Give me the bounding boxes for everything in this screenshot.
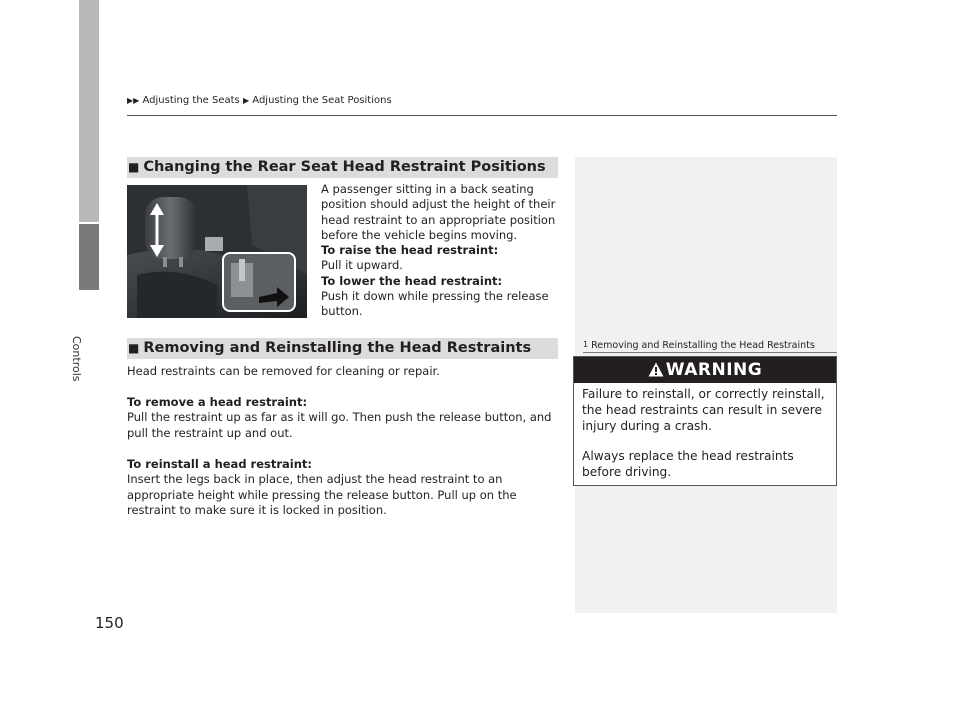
breadcrumb-level2[interactable]: Adjusting the Seat Positions bbox=[252, 95, 392, 106]
section1-intro: A passenger sitting in a back seating position should adjust the height of their head restraint to an appropriate position before the vehicle begins moving. bbox=[321, 182, 556, 242]
breadcrumb-arrow-icon: ▶▶ bbox=[127, 96, 140, 105]
raise-heading: To raise the head restraint: bbox=[321, 243, 499, 258]
note-title bbox=[583, 340, 815, 351]
section-marker-icon: ■ bbox=[128, 160, 140, 174]
warning-paragraph-1: Failure to reinstall, or correctly reinstall, the head restraints can result in severe injury during a crash. bbox=[582, 387, 825, 433]
breadcrumb-separator-icon: ▶ bbox=[242, 96, 250, 105]
warning-header bbox=[574, 357, 836, 383]
sidebar-label: Controls bbox=[70, 336, 83, 382]
reinstall-heading: To reinstall a head restraint: bbox=[127, 457, 313, 471]
section2-intro: Head restraints can be removed for cleaning or repair. bbox=[127, 364, 440, 378]
reinstall-block bbox=[127, 457, 557, 518]
raise-text: Pull it upward. bbox=[321, 258, 403, 273]
section-heading-rear-head-restraint bbox=[127, 157, 558, 178]
sidebar-tab-top bbox=[79, 0, 99, 222]
header-divider bbox=[127, 115, 837, 116]
page-number: 150 bbox=[95, 614, 124, 632]
lower-heading: To lower the head restraint: bbox=[321, 273, 503, 288]
lower-text: Push it down while pressing the release button. bbox=[321, 289, 549, 319]
section-marker-icon: ■ bbox=[128, 341, 140, 355]
section1-text bbox=[321, 182, 556, 320]
section-heading-remove-reinstall bbox=[127, 338, 558, 359]
breadcrumb-level1[interactable]: Adjusting the Seats bbox=[142, 95, 240, 106]
warning-box bbox=[573, 356, 837, 486]
sidebar-tab-controls bbox=[79, 224, 99, 290]
breadcrumb bbox=[127, 95, 392, 106]
section-title: Changing the Rear Seat Head Restraint Positions bbox=[143, 159, 546, 175]
note-marker-icon: 1 bbox=[583, 340, 589, 349]
warning-paragraph-2: Always replace the head restraints before driving. bbox=[582, 449, 794, 479]
remove-heading: To remove a head restraint: bbox=[127, 395, 308, 409]
warning-triangle-icon bbox=[648, 362, 664, 377]
warning-label: WARNING bbox=[665, 360, 763, 380]
remove-text: Pull the restraint up as far as it will go. Then push the release button, and pull the restraint up and out. bbox=[127, 410, 552, 440]
section-title: Removing and Reinstalling the Head Restraints bbox=[143, 340, 532, 356]
warning-body bbox=[574, 383, 836, 480]
head-restraint-image bbox=[127, 185, 307, 318]
remove-block bbox=[127, 395, 557, 441]
note-divider bbox=[583, 352, 837, 353]
reinstall-text: Insert the legs back in place, then adjust the head restraint to an appropriate height while pressing the release button. Pull up on the restraint to make sure it is locked in position. bbox=[127, 472, 517, 517]
note-title-text: Removing and Reinstalling the Head Restraints bbox=[591, 340, 815, 351]
head-restraint-illustration bbox=[127, 185, 307, 318]
